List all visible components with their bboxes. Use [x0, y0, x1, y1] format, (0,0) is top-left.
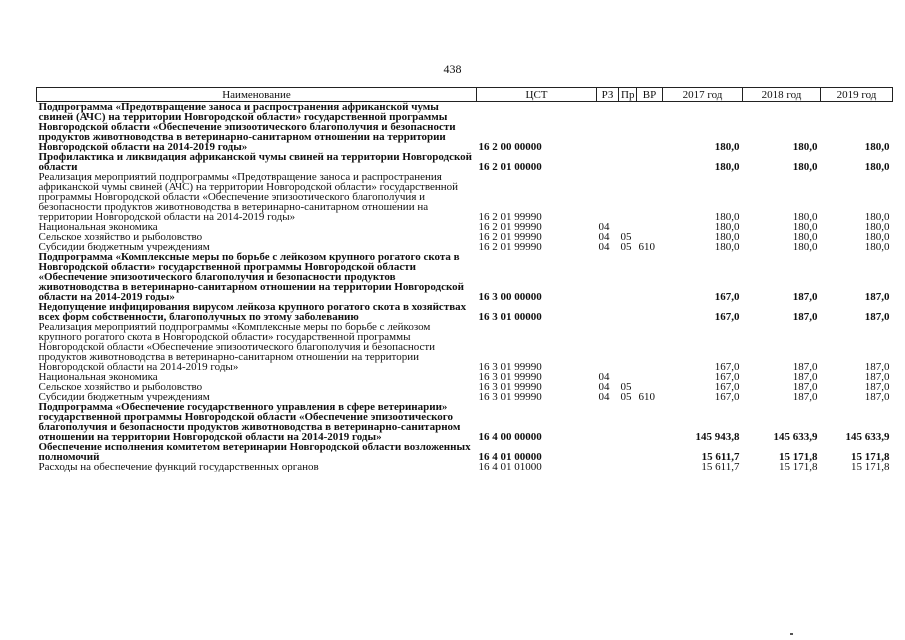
cell-pr: 05 [620, 242, 632, 252]
cell-2017: 167,0 [714, 291, 740, 302]
cell-2017: 15 611,7 [701, 462, 740, 472]
table-row [37, 102, 893, 153]
cell-rz [597, 102, 619, 153]
header-2018: 2018 год [743, 88, 821, 102]
table-row [37, 232, 893, 242]
cell-rz [597, 442, 619, 462]
cell-rz: 04 [598, 242, 610, 252]
cell-2019: 187,0 [864, 311, 890, 322]
cell-2019: 187,0 [864, 291, 890, 302]
table-row [37, 462, 893, 472]
cell-2019: 187,0 [864, 361, 890, 372]
cell-rz [597, 402, 619, 442]
cell-vr [637, 442, 663, 462]
cell-cst: 16 2 01 99990 [478, 232, 542, 242]
cell-name: Национальная экономика [38, 222, 158, 232]
cell-name: Сельское хозяйство и рыболовство [38, 382, 203, 392]
cell-2017: 180,0 [714, 141, 740, 152]
cell-vr [637, 322, 663, 372]
cell-2017: 167,0 [714, 372, 740, 382]
cell-cst: 16 2 01 00000 [478, 161, 542, 172]
cell-vr [637, 372, 663, 382]
cell-name: Субсидии бюджетным учреждениям [38, 242, 210, 252]
cell-2017: 180,0 [714, 222, 740, 232]
cell-2018: 187,0 [792, 361, 818, 372]
page-number: 438 [443, 62, 462, 76]
cell-2019: 145 633,9 [845, 431, 890, 442]
cell-2017: 167,0 [714, 311, 740, 322]
cell-name: Реализация мероприятий подпрограммы «Комплексные меры по борьбе с лейкозом крупного рогатого скота в Новгородской области» государственной программы Новгородской области «Обеспечение эпизоотического благополучия и безопасности продуктов животноводства в ветеринарно-санитарном отношении на территории Новгородской области на 2014-2019 годы» [38, 322, 436, 372]
cell-rz [597, 462, 619, 472]
cell-vr [637, 302, 663, 322]
cell-2018: 187,0 [792, 372, 818, 382]
cell-2018: 187,0 [792, 311, 818, 322]
cell-cst: 16 3 01 99990 [478, 392, 542, 402]
cell-name: Обеспечение исполнения комитетом ветеринарии Новгородской области возложенных полномочий [38, 442, 471, 462]
cell-2017: 145 943,8 [695, 431, 740, 442]
table-row [37, 152, 893, 172]
cell-name: Профилактика и ликвидация африканской чумы свиней на территории Новгородской области [38, 152, 473, 172]
cell-pr [619, 222, 637, 232]
table-row [37, 322, 893, 372]
cell-cst: 16 3 01 99990 [478, 361, 542, 372]
cell-name: Национальная экономика [38, 372, 158, 382]
cell-cst: 16 4 00 00000 [478, 431, 542, 442]
cell-name: Субсидии бюджетным учреждениям [38, 392, 210, 402]
table-row [37, 222, 893, 232]
cell-pr [619, 402, 637, 442]
cell-2019: 15 171,8 [851, 462, 890, 472]
cell-2018: 180,0 [792, 211, 818, 222]
cell-vr [637, 402, 663, 442]
table-row [37, 252, 893, 302]
cell-cst: 16 3 01 99990 [478, 382, 542, 392]
header-2017: 2017 год [663, 88, 743, 102]
cell-vr [637, 232, 663, 242]
cell-pr [619, 462, 637, 472]
cell-vr [637, 382, 663, 392]
cell-2019: 180,0 [864, 161, 890, 172]
cell-2018: 180,0 [792, 161, 818, 172]
cell-vr [637, 172, 663, 222]
cell-2019: 187,0 [864, 392, 890, 402]
table-row [37, 242, 893, 252]
cell-cst: 16 3 01 99990 [478, 372, 542, 382]
cell-pr [619, 172, 637, 222]
cell-2017: 167,0 [714, 382, 740, 392]
cell-rz: 04 [598, 232, 610, 242]
cell-cst: 16 2 01 99990 [478, 222, 542, 232]
cell-2019: 180,0 [864, 232, 890, 242]
cell-rz: 04 [598, 382, 610, 392]
cell-vr [637, 252, 663, 302]
cell-vr [637, 462, 663, 472]
header-pr: Пр [619, 88, 637, 102]
cell-2018: 15 171,8 [779, 451, 818, 462]
cell-vr [637, 152, 663, 172]
cell-pr [619, 372, 637, 382]
cell-vr [637, 222, 663, 232]
cell-2019: 180,0 [864, 211, 890, 222]
cell-2018: 180,0 [792, 222, 818, 232]
cell-2018: 187,0 [792, 392, 818, 402]
cell-name: Расходы на обеспечение функций государственных органов [38, 462, 319, 472]
cell-2019: 187,0 [864, 372, 890, 382]
table-row [37, 372, 893, 382]
cell-2018: 15 171,8 [779, 462, 818, 472]
cell-2018: 187,0 [792, 291, 818, 302]
table-header-row [37, 88, 893, 102]
cell-2017: 167,0 [714, 392, 740, 402]
cell-2017: 180,0 [714, 211, 740, 222]
cell-vr [637, 102, 663, 153]
cell-rz [597, 302, 619, 322]
cell-pr [619, 302, 637, 322]
cell-2017: 180,0 [714, 232, 740, 242]
cell-2019: 180,0 [864, 242, 890, 252]
cell-pr [619, 442, 637, 462]
cell-2017: 15 611,7 [701, 451, 740, 462]
cell-name: Реализация мероприятий подпрограммы «Предотвращение заноса и распространения африканской чумы свиней (АЧС) на территории Новгородской области» государственной программы Новгородской области «Обеспечение эпизоотического благополучия и безопасности продуктов животноводства в ветеринарно-санитарном отношении на территории Новгородской области на 2014-2019 годы» [38, 172, 458, 222]
cell-2018: 180,0 [792, 242, 818, 252]
budget-table [36, 87, 893, 472]
cell-2018: 180,0 [792, 141, 818, 152]
header-2019: 2019 год [821, 88, 893, 102]
header-name: Наименование [37, 88, 477, 102]
cell-rz [597, 252, 619, 302]
header-cst: ЦСТ [477, 88, 597, 102]
cell-vr: 610 [638, 392, 655, 402]
cell-2018: 145 633,9 [773, 431, 818, 442]
cell-rz: 04 [598, 222, 610, 232]
cell-pr [619, 102, 637, 153]
cell-2018: 180,0 [792, 232, 818, 242]
cell-2017: 180,0 [714, 161, 740, 172]
table-row [37, 392, 893, 402]
cell-pr [619, 322, 637, 372]
cell-rz [597, 172, 619, 222]
table-row [37, 172, 893, 222]
cell-2017: 180,0 [714, 242, 740, 252]
cell-rz [597, 152, 619, 172]
cell-2019: 187,0 [864, 382, 890, 392]
cell-pr: 05 [620, 392, 632, 402]
table-row [37, 302, 893, 322]
cell-pr [619, 152, 637, 172]
scan-dot [790, 633, 793, 635]
cell-pr [619, 252, 637, 302]
cell-2019: 180,0 [864, 222, 890, 232]
cell-cst: 16 2 01 99990 [478, 211, 542, 222]
cell-cst: 16 2 01 99990 [478, 242, 542, 252]
cell-cst: 16 2 00 00000 [478, 141, 542, 152]
cell-2018: 187,0 [792, 382, 818, 392]
table-row [37, 402, 893, 442]
table-body [37, 102, 893, 473]
cell-vr: 610 [638, 242, 655, 252]
cell-name: Подпрограмма «Обеспечение государственного управления в сфере ветеринарии» государственной программы Новгородской области «Обеспечение эпизоотического благополучия и безопасности продуктов животноводства в ветеринарно-санитарном отношении на территории Новгородской области на 2014-2019 годы» [38, 402, 461, 442]
cell-2019: 15 171,8 [851, 451, 890, 462]
cell-name: Сельское хозяйство и рыболовство [38, 232, 203, 242]
cell-2017: 167,0 [714, 361, 740, 372]
cell-name: Недопущение инфицирования вирусом лейкоза крупного рогатого скота в хозяйствах всех форм собственности, благополучных по этому заболеванию [38, 302, 467, 322]
cell-cst: 16 4 01 01000 [478, 462, 542, 472]
cell-name: Подпрограмма «Предотвращение заноса и распространения африканской чумы свиней (АЧС) на территории Новгородской области» государственной программы Новгородской области «Обеспечение эпизоотического благополучия и безопасности продуктов животноводства в ветеринарно-санитарном отношении на территории Новгородской области на 2014-2019 годы» [38, 101, 456, 152]
cell-cst: 16 4 01 00000 [478, 451, 542, 462]
cell-cst: 16 3 00 00000 [478, 291, 542, 302]
header-rz: РЗ [597, 88, 619, 102]
cell-cst: 16 3 01 00000 [478, 311, 542, 322]
cell-rz [597, 322, 619, 372]
cell-2019: 180,0 [864, 141, 890, 152]
cell-name: Подпрограмма «Комплексные меры по борьбе с лейкозом крупного рогатого скота в Новгородской области» государственной программы Новгородской области «Обеспечение эпизоотического благополучия и безопасности продуктов животноводства в ветеринарно-санитарном отношении на территории Новгородской области на 2014-2019 годы» [38, 252, 465, 302]
table-row [37, 382, 893, 392]
cell-pr: 05 [620, 382, 632, 392]
table-row [37, 442, 893, 462]
header-vr: ВР [637, 88, 663, 102]
cell-pr: 05 [620, 232, 632, 242]
cell-rz: 04 [598, 392, 610, 402]
cell-rz: 04 [598, 372, 610, 382]
